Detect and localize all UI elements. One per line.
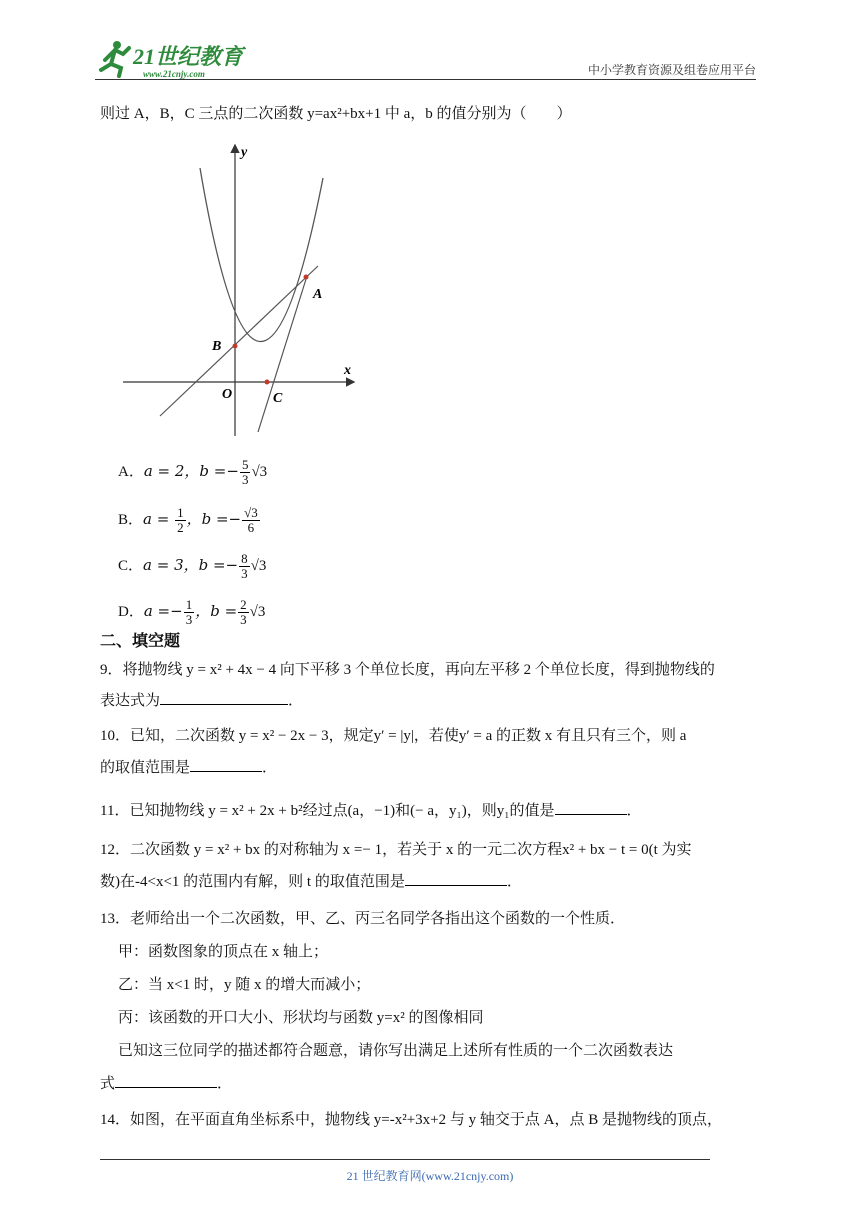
q10-prefix: 的取值范围是 [100,760,191,776]
option-c[interactable] [118,552,266,581]
option-a-letter: A． [118,463,144,480]
option-b-den: 6 [247,520,255,535]
q12-answer-blank[interactable] [405,871,507,886]
q13-line4: 丙：该函数的开口大小、形状均与函数 y=x² 的图像相同 [118,1010,484,1026]
option-d-a-den: 3 [185,612,193,627]
option-a-frac [240,458,251,487]
option-a-den: 3 [241,472,249,487]
option-d-prefix: ，b = [195,601,238,620]
runner-icon [101,41,129,76]
option-a[interactable] [118,458,267,487]
q11-prefix: 11．已知抛物线 y = x² + 2x + b²经过点(a，−1)和(− a，y₁)，则y₁的值是 [100,803,555,819]
option-b[interactable]: B．a = $\frac{1}{2}$ ，b =− $\frac{√3}{6}$ [118,505,258,535]
q13-line3: 乙：当 x<1 时，y 随 x 的增大而减小； [118,977,371,993]
option-d-a-num: 1 [185,597,193,612]
option-b-frac [242,506,260,535]
q11-line1 [100,800,642,821]
option-c-expr: a = 3，b =− [143,555,239,574]
option-b-a-num: 1 [177,505,184,520]
line-ab [160,266,318,416]
q9-period: ． [288,693,304,709]
option-b-prefix: ，b =− [186,509,242,528]
q9-line1: 9．将抛物线 y = x² + 4x − 4 向下平移 3 个单位长度，再向左平移 2 个单位长度，得到抛物线的 [100,662,715,678]
label-b: B [212,339,222,354]
option-d-a-frac [184,598,195,627]
option-c-frac [239,552,250,581]
parabola-curve [200,168,323,342]
q12-line2 [100,871,522,892]
site-logo [95,36,265,80]
point-a [304,275,309,280]
option-d[interactable]: D．a =− $\frac{1}{3}$ ，b = $\frac{2}{3}$ √3 [118,597,266,627]
label-origin: O [222,387,233,402]
option-d-letter: D． [118,603,144,620]
q10-line2 [100,757,277,778]
q13-line2: 甲：函数图象的顶点在 x 轴上； [118,944,329,960]
option-a-num: 5 [241,457,249,472]
q8-stem: 则过 A，B，C 三点的二次函数 y=ax²+bx+1 中 a，b 的值分别为（ ） [100,106,572,122]
header-platform-text: 中小学教育资源及组卷应用平台 [587,63,756,77]
option-c-num: 8 [241,551,248,566]
x-axis-label: x [344,363,351,378]
option-a-tail: √3 [251,463,268,480]
q13-line1: 13．老师给出一个二次函数，甲、乙、丙三名同学各指出这个函数的一个性质． [100,911,626,927]
q12-period: ． [506,874,522,890]
q9-answer-blank[interactable] [160,690,288,705]
section-title-fill-blank: 二、填空题 [100,631,181,650]
q9-line2 [100,690,303,711]
q12-line1: 12．二次函数 y = x² + bx 的对称轴为 x =− 1，若关于 x 的一元二次方程x² + bx − t = 0(t 为实 [100,842,692,858]
option-b-a-frac [175,506,186,535]
label-a: A [313,287,323,302]
option-d-frac [238,598,249,627]
q13-line5: 已知这三位同学的描述都符合题意，请你写出满足上述所有性质的一个二次函数表达 [118,1043,674,1059]
header-divider [95,79,756,80]
y-axis-label: y [241,145,248,160]
logo-text: 21世纪教育 [133,44,244,69]
option-c-den: 3 [241,566,248,581]
point-b [233,344,238,349]
option-c-tail: √3 [250,557,267,574]
q8-graph-figure [118,140,363,440]
option-a-expr: a = 2，b =− [143,461,239,480]
option-b-letter: B． [118,511,144,528]
q13-period: ． [217,1076,233,1092]
q13-line6 [100,1073,232,1094]
q11-period: ． [626,803,642,819]
footer-divider [100,1159,710,1160]
option-d-tail: √3 [249,603,266,620]
option-b-a-den: 2 [177,520,184,535]
q9-prefix: 表达式为 [100,693,161,709]
q10-period: ． [262,760,278,776]
option-c-letter: C． [118,557,144,574]
option-b-num: √3 [244,505,258,520]
q12-prefix: 数)在-4<x<1 的范围内有解，则 t 的取值范围是 [100,874,405,890]
option-d-den: 3 [240,612,247,627]
point-c [265,380,270,385]
q13-prefix: 式 [100,1076,116,1092]
q11-answer-blank[interactable] [555,800,627,815]
q14-line1: 14．如图，在平面直角坐标系中，抛物线 y=-x²+3x+2 与 y 轴交于点 A，点 B 是抛物线的顶点， [100,1112,722,1128]
q10-line1: 10．已知，二次函数 y = x² − 2x − 3，规定y′ = |y|，若使y′ = a 的正数 x 有且只有三个，则 a [100,728,687,744]
q10-answer-blank[interactable] [190,757,262,772]
logo-url: www.21cnjy.com [143,69,205,79]
option-d-num: 2 [240,597,247,612]
q13-answer-blank[interactable] [115,1073,217,1088]
footer-text: 21 世纪教育网(www.21cnjy.com) [346,1169,514,1183]
label-c: C [273,391,283,406]
